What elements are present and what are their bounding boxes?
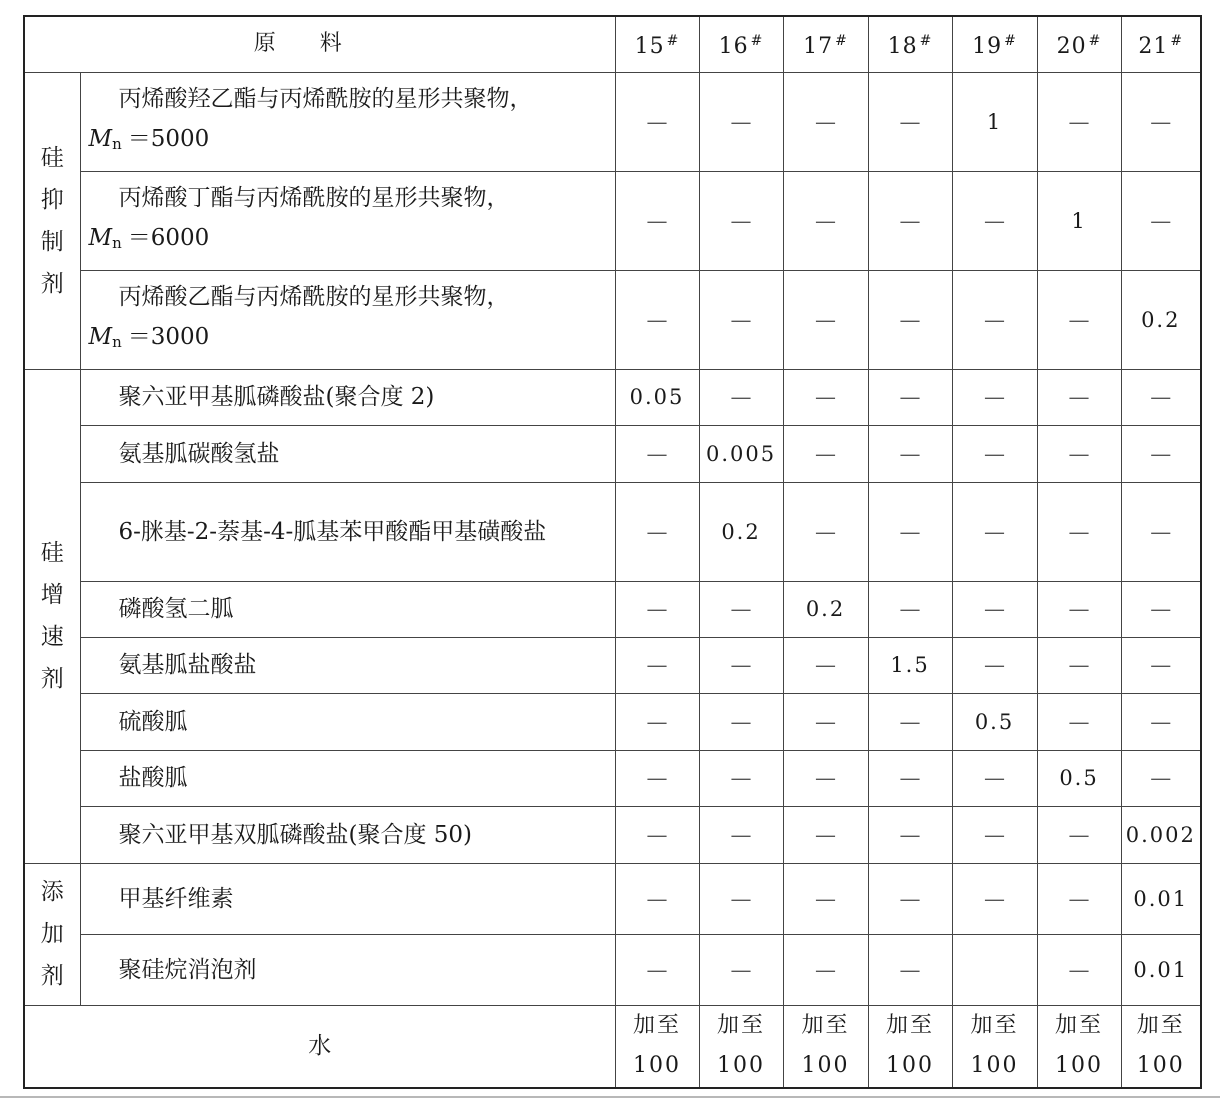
value-cell: [1037, 863, 1121, 934]
value-text: —: [984, 385, 1006, 409]
value-text: —: [899, 385, 921, 409]
table-row: [24, 863, 1201, 934]
value-cell: [783, 806, 868, 863]
value-text: —: [984, 822, 1006, 847]
value-cell: [783, 750, 868, 806]
category-char: 抑: [40, 186, 64, 213]
value-cell: [952, 369, 1037, 425]
water-value-top: 加至: [1136, 1013, 1185, 1039]
formulation-table-sheet: [23, 15, 1202, 1089]
value-text: —: [984, 597, 1006, 621]
value-text: —: [899, 208, 921, 233]
value-cell: [1037, 693, 1121, 750]
value-text: —: [1150, 519, 1172, 544]
value-cell: [699, 863, 783, 934]
category-char: 硅: [40, 144, 64, 171]
value-text: —: [1068, 957, 1090, 982]
value-cell: [1037, 750, 1121, 806]
value-cell: [868, 581, 952, 637]
value-cell: [615, 806, 699, 863]
page-bottom-rule: [0, 1096, 1220, 1098]
value-cell: [1037, 637, 1121, 693]
value-text: —: [984, 307, 1006, 332]
water-value-top: 加至: [886, 1013, 935, 1039]
value-text: —: [815, 886, 837, 911]
value-cell: [615, 693, 699, 750]
category-char: 速: [40, 624, 64, 650]
value-cell: [1121, 806, 1201, 863]
header-cell-20: [1037, 16, 1121, 72]
value-text: —: [899, 886, 921, 911]
value-text: —: [730, 385, 752, 409]
value-text: —: [730, 822, 752, 847]
value-text: —: [984, 886, 1006, 911]
water-value-top: 加至: [801, 1013, 850, 1039]
value-text: —: [1068, 709, 1090, 734]
value-text: 1: [986, 109, 1003, 134]
table-row: [24, 72, 1201, 171]
mn-symbol: M: [88, 324, 113, 350]
value-cell: [868, 72, 952, 171]
material-name-cell: [80, 369, 615, 425]
material-name-cell: [80, 581, 615, 637]
value-cell: [699, 934, 783, 1005]
material-name-cell: [80, 750, 615, 806]
value-text: —: [646, 519, 668, 544]
value-cell: [615, 482, 699, 581]
value-cell: [1121, 934, 1201, 1005]
value-text: —: [1150, 385, 1172, 409]
value-cell: [1037, 482, 1121, 581]
category-cell: [24, 72, 80, 369]
value-text: —: [899, 597, 921, 621]
value-cell: [699, 171, 783, 270]
mn-value: ＝6000: [127, 225, 210, 251]
value-cell: [1037, 72, 1121, 171]
value-cell: [783, 637, 868, 693]
mn-symbol: M: [88, 126, 113, 152]
value-cell: [783, 369, 868, 425]
value-text: —: [1068, 109, 1090, 134]
value-cell: [868, 693, 952, 750]
value-cell: [1037, 425, 1121, 482]
water-value-bottom: 100: [1136, 1053, 1185, 1079]
value-cell: [868, 482, 952, 581]
value-cell: [1121, 369, 1201, 425]
category-char: 剂: [40, 666, 64, 692]
table-row: [24, 750, 1201, 806]
value-cell: [868, 369, 952, 425]
value-cell: [699, 750, 783, 806]
value-text: —: [815, 208, 837, 233]
water-value-cell: [1037, 1005, 1121, 1088]
category-cell: [24, 863, 80, 1005]
header-col-num: 18: [887, 34, 918, 60]
value-text: —: [984, 441, 1006, 466]
value-text: —: [646, 597, 668, 621]
value-text: —: [646, 109, 668, 134]
category-char: 制: [40, 228, 64, 255]
value-cell: [615, 750, 699, 806]
table-row: [24, 581, 1201, 637]
value-text: —: [730, 766, 752, 790]
header-cell-19: [952, 16, 1037, 72]
value-text: 0.5: [974, 709, 1015, 734]
value-text: —: [1068, 385, 1090, 409]
value-cell: [868, 806, 952, 863]
value-text: —: [1150, 766, 1172, 790]
value-text: 0.01: [1133, 957, 1189, 982]
header-col-mark: #: [1088, 33, 1102, 50]
water-value-bottom: 100: [970, 1053, 1019, 1079]
value-cell: [1121, 637, 1201, 693]
value-cell: [1037, 806, 1121, 863]
value-text: —: [730, 957, 752, 982]
value-text: 0.005: [705, 441, 777, 466]
value-text: —: [646, 653, 668, 677]
mn-value: ＝3000: [127, 324, 210, 350]
category-char: 增: [40, 582, 64, 608]
value-text: —: [815, 441, 837, 466]
material-name: 硫酸胍: [118, 708, 188, 735]
value-cell: [952, 171, 1037, 270]
value-text: —: [899, 766, 921, 790]
value-text: —: [984, 766, 1006, 790]
value-text: —: [899, 307, 921, 332]
value-cell: [699, 369, 783, 425]
value-cell: [615, 72, 699, 171]
table-row: [24, 270, 1201, 369]
material-name: 聚硅烷消泡剂: [118, 956, 257, 983]
water-value-cell: [952, 1005, 1037, 1088]
value-cell: [1121, 425, 1201, 482]
value-cell: [699, 72, 783, 171]
material-name-cell: [80, 171, 615, 270]
value-cell: [1121, 72, 1201, 171]
header-col-mark: #: [919, 33, 933, 50]
value-cell: [868, 425, 952, 482]
value-cell: [783, 425, 868, 482]
material-name-cell: [80, 693, 615, 750]
value-text: —: [984, 653, 1006, 677]
value-text: —: [730, 307, 752, 332]
material-name-cell: [80, 270, 615, 369]
value-cell: [1121, 270, 1201, 369]
header-cell-18: [868, 16, 952, 72]
value-cell: [1121, 863, 1201, 934]
value-text: —: [1068, 307, 1090, 332]
formulation-table: [23, 15, 1202, 1089]
value-cell: [868, 934, 952, 1005]
value-text: —: [899, 519, 921, 544]
header-col-num: 19: [972, 34, 1003, 60]
value-cell: [699, 425, 783, 482]
value-text: —: [646, 307, 668, 332]
material-name-cell: [80, 863, 615, 934]
material-name: 氨基胍碳酸氢盐: [118, 440, 280, 467]
header-cell-17: [783, 16, 868, 72]
value-text: —: [984, 519, 1006, 544]
header-col-mark: #: [666, 33, 680, 50]
water-value-top: 加至: [717, 1013, 766, 1039]
material-name: 丙烯酸乙酯与丙烯酰胺的星形共聚物，: [118, 284, 510, 310]
value-text: —: [815, 709, 837, 734]
value-cell: [1121, 693, 1201, 750]
value-cell: [868, 637, 952, 693]
category-char: 剂: [40, 963, 64, 989]
value-cell: [615, 270, 699, 369]
water-row: [24, 1005, 1201, 1088]
value-text: —: [646, 766, 668, 790]
value-cell: [1037, 581, 1121, 637]
value-cell: [952, 637, 1037, 693]
value-text: —: [1068, 441, 1090, 466]
water-label: 水: [308, 1033, 332, 1060]
value-cell: [1037, 369, 1121, 425]
header-cell-21: [1121, 16, 1201, 72]
value-cell: [615, 934, 699, 1005]
table-row: [24, 806, 1201, 863]
category-char: 加: [40, 921, 64, 947]
table-row: [24, 482, 1201, 581]
table-row: [24, 637, 1201, 693]
water-value-bottom: 100: [717, 1053, 766, 1079]
category-char: 硅: [40, 540, 64, 566]
value-text: —: [730, 109, 752, 134]
value-text: 1.5: [890, 653, 930, 677]
table-row: [24, 693, 1201, 750]
value-cell: [699, 270, 783, 369]
value-text: —: [1068, 653, 1090, 677]
value-cell: [699, 581, 783, 637]
value-text: —: [899, 109, 921, 134]
value-cell: [783, 934, 868, 1005]
value-text: 0.002: [1125, 822, 1196, 847]
material-name: 聚六亚甲基胍磷酸盐(聚合度 2): [118, 384, 435, 410]
value-cell: [1037, 171, 1121, 270]
header-row: [24, 16, 1201, 72]
material-name: 聚六亚甲基双胍磷酸盐(聚合度 50): [118, 821, 473, 848]
value-text: 0.2: [1141, 307, 1181, 332]
table-body: [24, 16, 1201, 1088]
material-name: 6-脒基-2-萘基-4-胍基苯甲酸酯甲基磺酸盐: [118, 518, 547, 545]
table-row: [24, 934, 1201, 1005]
mn-value: ＝5000: [127, 126, 210, 152]
water-value-cell: [1121, 1005, 1201, 1088]
value-cell: [615, 863, 699, 934]
value-cell: [1121, 171, 1201, 270]
value-text: —: [1150, 709, 1172, 734]
mn-subscript: n: [112, 234, 122, 252]
header-col-num: 20: [1056, 34, 1087, 60]
value-cell: [615, 369, 699, 425]
value-cell: [699, 637, 783, 693]
value-text: —: [1068, 519, 1090, 544]
value-text: —: [646, 957, 668, 982]
value-text: 0.05: [629, 385, 685, 409]
value-text: —: [646, 822, 668, 847]
water-value-bottom: 100: [801, 1053, 850, 1079]
water-value-bottom: 100: [886, 1053, 935, 1079]
value-text: —: [1150, 597, 1172, 621]
value-cell: [615, 581, 699, 637]
value-text: —: [1068, 886, 1090, 911]
value-text: 1: [1071, 208, 1087, 233]
value-text: —: [646, 441, 668, 466]
value-text: —: [730, 886, 752, 911]
value-text: —: [815, 957, 837, 982]
value-text: —: [1150, 208, 1172, 233]
value-text: —: [730, 653, 752, 677]
material-name: 盐酸胍: [118, 765, 188, 791]
water-value-cell: [783, 1005, 868, 1088]
value-text: —: [646, 886, 668, 911]
value-cell: [783, 863, 868, 934]
header-material-label: 原料: [253, 31, 386, 57]
value-text: —: [815, 307, 837, 332]
category-cell: [24, 369, 80, 863]
table-row: [24, 171, 1201, 270]
value-text: —: [899, 709, 921, 734]
material-name-cell: [80, 425, 615, 482]
value-cell: [1121, 581, 1201, 637]
value-text: 0.01: [1133, 886, 1189, 911]
value-text: 0.2: [721, 519, 761, 544]
mn-subscript: n: [112, 333, 122, 351]
value-text: —: [730, 709, 752, 734]
header-col-mark: #: [835, 33, 848, 50]
value-text: —: [815, 766, 837, 790]
water-value-cell: [699, 1005, 783, 1088]
material-name: 丙烯酸丁酯与丙烯酰胺的星形共聚物，: [118, 185, 510, 211]
value-text: —: [1068, 597, 1090, 621]
material-name-cell: [80, 72, 615, 171]
value-cell: [952, 693, 1037, 750]
value-cell: [783, 171, 868, 270]
header-col-mark: #: [1170, 33, 1184, 50]
value-text: —: [815, 822, 837, 847]
value-cell: [868, 750, 952, 806]
header-col-num: 21: [1138, 34, 1169, 60]
value-cell: [783, 693, 868, 750]
material-name: 磷酸氢二胍: [118, 596, 234, 622]
water-value-cell: [868, 1005, 952, 1088]
value-cell: [615, 171, 699, 270]
value-text: —: [984, 208, 1006, 233]
value-text: —: [815, 519, 837, 544]
header-cell-15: [615, 16, 699, 72]
value-cell: [952, 934, 1037, 1005]
value-cell: [1121, 482, 1201, 581]
water-label-cell: [24, 1005, 615, 1088]
water-value-cell: [615, 1005, 699, 1088]
value-cell: [952, 863, 1037, 934]
water-value-top: 加至: [1055, 1013, 1104, 1039]
material-name-cell: [80, 934, 615, 1005]
value-cell: [952, 425, 1037, 482]
material-name-cell: [80, 806, 615, 863]
material-name-cell: [80, 637, 615, 693]
header-col-mark: #: [750, 33, 764, 50]
value-cell: [868, 171, 952, 270]
value-cell: [868, 863, 952, 934]
value-cell: [952, 806, 1037, 863]
value-text: —: [1150, 441, 1172, 466]
value-text: —: [646, 709, 668, 734]
value-cell: [699, 806, 783, 863]
value-cell: [868, 270, 952, 369]
water-value-top: 加至: [970, 1013, 1019, 1039]
value-text: 0.5: [1059, 766, 1099, 790]
value-text: —: [815, 109, 837, 134]
value-cell: [952, 482, 1037, 581]
value-text: —: [1150, 109, 1172, 134]
value-text: —: [815, 653, 837, 677]
header-col-num: 17: [803, 34, 834, 60]
value-text: —: [730, 208, 752, 233]
water-value-bottom: 100: [633, 1053, 682, 1079]
material-name: 丙烯酸羟乙酯与丙烯酰胺的星形共聚物，: [118, 86, 533, 112]
value-text: —: [815, 385, 837, 409]
value-text: —: [1150, 653, 1172, 677]
value-cell: [783, 72, 868, 171]
value-cell: [699, 693, 783, 750]
value-cell: [1121, 750, 1201, 806]
value-text: —: [899, 441, 921, 466]
value-cell: [1037, 934, 1121, 1005]
header-cell-material: [24, 16, 615, 72]
value-text: —: [730, 597, 752, 621]
value-cell: [783, 482, 868, 581]
value-text: —: [646, 208, 668, 233]
value-cell: [783, 581, 868, 637]
table-row: [24, 425, 1201, 482]
table-row: [24, 369, 1201, 425]
water-value-top: 加至: [633, 1013, 682, 1039]
value-text: —: [1068, 822, 1090, 847]
material-name: 氨基胍盐酸盐: [118, 652, 257, 678]
header-col-num: 16: [718, 34, 749, 60]
value-text: —: [899, 822, 921, 847]
value-cell: [615, 637, 699, 693]
category-char: 添: [40, 879, 64, 905]
value-cell: [952, 581, 1037, 637]
header-cell-16: [699, 16, 783, 72]
material-name-cell: [80, 482, 615, 581]
value-cell: [699, 482, 783, 581]
value-text: —: [899, 957, 921, 982]
value-cell: [952, 750, 1037, 806]
header-col-mark: #: [1004, 33, 1017, 50]
water-value-bottom: 100: [1055, 1053, 1104, 1079]
mn-symbol: M: [88, 225, 113, 251]
value-cell: [952, 72, 1037, 171]
value-cell: [1037, 270, 1121, 369]
material-name: 甲基纤维素: [118, 885, 234, 912]
value-cell: [615, 425, 699, 482]
mn-subscript: n: [112, 135, 122, 153]
value-cell: [952, 270, 1037, 369]
value-text: 0.2: [805, 597, 846, 621]
value-cell: [783, 270, 868, 369]
header-col-num: 15: [634, 34, 665, 60]
category-char: 剂: [40, 270, 64, 297]
